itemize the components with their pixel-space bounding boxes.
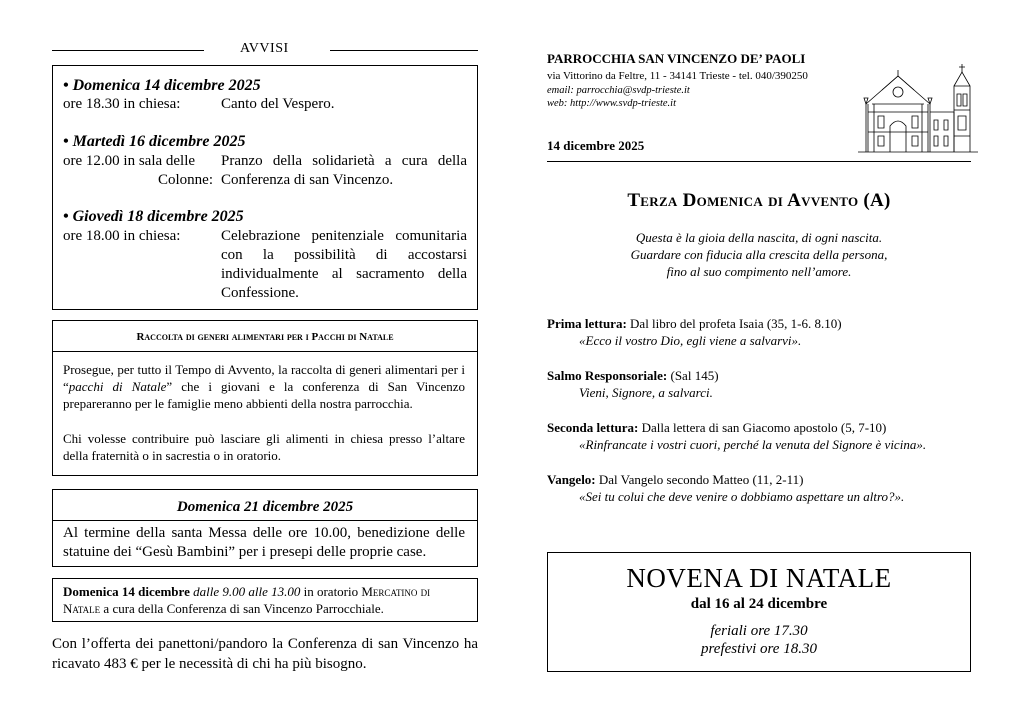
event-when: ore 18.30 in chiesa: — [63, 96, 181, 112]
raccolta-box — [52, 320, 478, 476]
issue-date: 14 dicembre 2025 — [547, 138, 645, 153]
panettoni-note: Con l’offerta dei panettoni/pandoro la Conferenza di san Vincenzo ha ricavato 483 € per le necessità di chi ha più bisogno. — [52, 636, 478, 672]
event-date: • Giovedì 18 dicembre 2025 — [63, 208, 244, 225]
mercatino-box — [52, 578, 478, 622]
domenica21-rule — [53, 520, 477, 521]
raccolta-title-rule — [53, 351, 477, 352]
reading-ref — [547, 419, 971, 436]
parish-address: via Vittorino da Feltre, 11 - 34141 Trieste - tel. 040/390250 — [547, 70, 808, 82]
raccolta-italic: pacchi di Natale — [68, 379, 167, 394]
event-when: ore 12.00 in sala delle — [63, 153, 196, 169]
reading-label: Seconda lettura: — [547, 420, 639, 435]
sunday-title: Terza Domenica di Avvento (A) — [627, 190, 891, 211]
avvisi-heading: AVVISI — [240, 41, 289, 56]
raccolta-paragraph: Chi volesse contribuire può lasciare gli alimenti in chiesa presso l’altare della fraternità o in sacrestia o in oratorio. — [63, 431, 465, 463]
reading-label: Vangelo: — [547, 472, 596, 487]
parish-email: email: parrocchia@svdp-trieste.it — [547, 85, 690, 96]
reading-source: Dal Vangelo secondo Matteo (11, 2-11) — [595, 472, 804, 487]
intro-quote-line: Questa è la gioia della nascita, di ogni nascita. — [635, 230, 883, 245]
reading-quote: «Sei tu colui che deve venire o dobbiamo aspettare un altro?». — [579, 489, 905, 504]
novena-title: NOVENA DI NATALE — [626, 563, 892, 593]
header-rule — [547, 161, 971, 162]
reading-quote: «Rinfrancate i vostri cuori, perché la venuta del Signore è vicina». — [579, 437, 927, 452]
event-what: Canto del Vespero. — [221, 96, 335, 112]
raccolta-text: ” che i giovani e la conferenza di San Vincenzo prepareranno per le famiglie meno abbienti della nostra parrocchia. — [63, 379, 465, 411]
novena-weekday-time: feriali ore 17.30 — [710, 623, 808, 639]
intro-quote-line: fino al suo compimento nell’amore. — [666, 264, 852, 279]
mercatino-name: Mercatino di Natale — [63, 584, 431, 616]
domenica21-title: Domenica 21 dicembre 2025 — [176, 499, 354, 515]
reading-source: (Sal 145) — [667, 368, 719, 383]
reading-source: Dalla lettera di san Giacomo apostolo (5, 7-10) — [638, 420, 887, 435]
reading-label: Prima lettura: — [547, 316, 627, 331]
event-what: Celebrazione penitenziale comunitaria con la possibilità di accostarsi individualmente al sacramento della Confessione. — [221, 228, 467, 301]
mercatino-date: Domenica 14 dicembre — [63, 584, 190, 599]
event-when: Colonne: — [158, 172, 213, 188]
church-illustration — [858, 46, 978, 154]
avvisi-rule-right — [330, 50, 478, 51]
reading-ref — [547, 315, 971, 332]
avvisi-rule-left — [52, 50, 204, 51]
event-date: • Martedì 16 dicembre 2025 — [63, 133, 246, 150]
reading-quote: Vieni, Signore, a salvarci. — [579, 385, 713, 400]
novena-dates: dal 16 al 24 dicembre — [690, 596, 828, 612]
mercatino-text — [63, 583, 465, 617]
mercatino-mid: in oratorio — [300, 584, 362, 599]
mercatino-rest: a cura della Conferenza di san Vincenzo Parrocchiale. — [100, 601, 384, 616]
domenica21-box — [52, 489, 478, 567]
reading-ref — [547, 471, 971, 488]
event-when: ore 18.00 in chiesa: — [63, 228, 181, 244]
event-what: Pranzo della solidarietà a cura della Conferenza di san Vincenzo. — [221, 153, 467, 188]
raccolta-text: Prosegue, per tutto il Tempo di Avvento, la raccolta di generi alimentari per i “ — [63, 362, 465, 394]
novena-holiday-time: prefestivi ore 18.30 — [701, 641, 817, 657]
reading-label: Salmo Responsoriale: — [547, 368, 668, 383]
novena-box — [547, 552, 971, 672]
domenica21-text: Al termine della santa Messa delle ore 10.00, benedizione delle statuine dei “Gesù Bambini” per i presepi delle proprie case. — [63, 525, 465, 560]
mercatino-time: dalle 9.00 alle 13.00 — [193, 584, 301, 599]
parish-name: PARROCCHIA SAN VINCENZO DE’ PAOLI — [547, 51, 806, 66]
reading-source: Dal libro del profeta Isaia (35, 1-6. 8.10) — [626, 316, 842, 331]
raccolta-title: Raccolta di generi alimentari per i Pacchi di Natale — [136, 331, 394, 343]
intro-quote-line: Guardare con fiducia alla crescita della persona, — [630, 247, 888, 262]
event-date: • Domenica 14 dicembre 2025 — [63, 77, 261, 94]
reading-quote: «Ecco il vostro Dio, egli viene a salvarvi». — [579, 333, 802, 348]
avvisi-box — [52, 65, 478, 310]
reading-ref — [547, 367, 971, 384]
raccolta-paragraph — [63, 361, 465, 412]
parish-web: web: http://www.svdp-trieste.it — [547, 98, 677, 109]
